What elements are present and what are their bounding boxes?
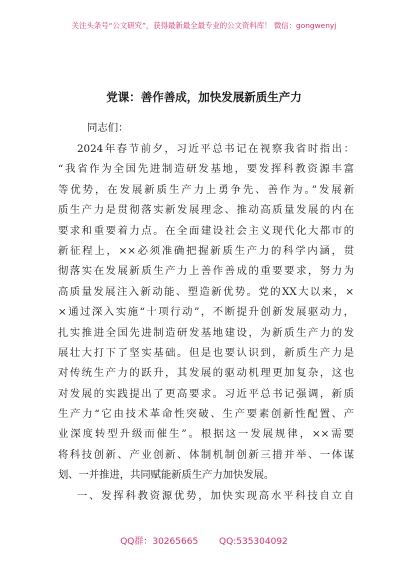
body-line: 质生产力是贯彻落实新发展理念、推动高质量发展的内在	[58, 204, 354, 217]
body-line: 高质量发展注入新动能、塑造新优势。党的XX大以来，×	[58, 285, 354, 298]
section-heading: 一、发挥科教资源优势，加快实现高水平科技自立自	[77, 489, 354, 502]
body-line: “我省作为全国先进制造研发基地，要发挥科教资源丰富	[58, 163, 354, 176]
body-line: 业深度转型升级而催生”。根据这一发展规律，××需要	[58, 428, 354, 441]
header-banner: 关注头条号“公文研究”，获得最新最全最专业的公文资料库！ 微信：gongwenyj	[71, 21, 337, 30]
body-text	[58, 139, 354, 506]
footer-contacts	[0, 536, 408, 548]
salutation: 同志们：	[87, 122, 129, 134]
document-title: 党课：善作善成，加快发展新质生产力	[106, 90, 302, 104]
footer-qq-group: QQ群：30265665	[120, 537, 199, 547]
body-line: 展壮大打下了坚实基础。但是也要认识到，新质生产力是	[58, 346, 354, 359]
body-line: 要求和重要着力点。在全面建设社会主义现代化大都市的	[58, 224, 354, 237]
body-line: 将科技创新、产业创新、体制机制创新三措并举、一体谋	[58, 448, 354, 461]
body-line: 对发展的实践提出了更高要求。习近平总书记强调，新质	[58, 387, 354, 400]
body-line: ×通过深入实施“十项行动”，不断提升创新发展驱动力，	[58, 306, 354, 319]
body-line: 生产力“它由技术革命性突破、生产要素创新性配置、产	[58, 408, 354, 421]
footer-qq-contact: QQ:535304092	[219, 537, 288, 547]
body-line: 彻落实在发展新质生产力上善作善成的重要要求，努力为	[58, 265, 354, 278]
body-line: 划、一并推进，共同赋能新质生产力加快发展。	[58, 469, 275, 482]
body-line: 等优势，在发展新质生产力上勇争先、善作为。”发展新	[58, 183, 354, 196]
body-line: 扎实推进全国先进制造研发基地建设，为新质生产力的发	[58, 326, 354, 339]
body-line: 对传统生产力的跃升，其发展的驱动机理更加复杂，这也	[58, 367, 354, 380]
body-line: 新征程上，××必须准确把握新质生产力的科学内涵，贯	[58, 244, 354, 257]
body-line: 2024年春节前夕，习近平总书记在视察我省时指出：	[77, 143, 354, 155]
